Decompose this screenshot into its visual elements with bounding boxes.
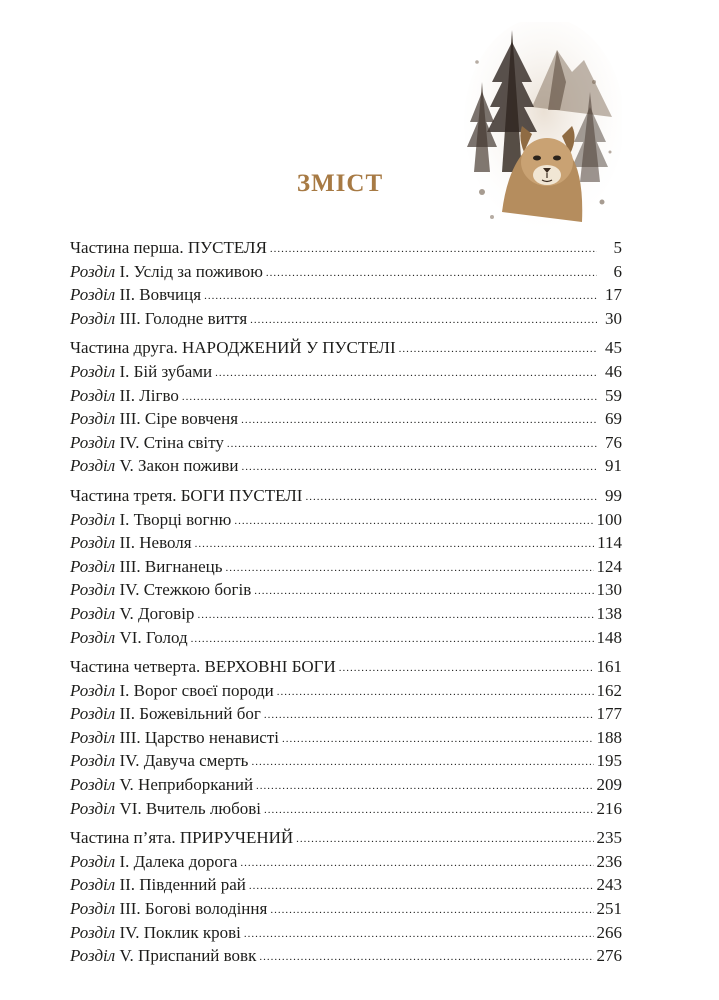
chapter-prefix: Розділ [70, 285, 116, 305]
dot-leader [259, 943, 593, 970]
dot-leader [251, 748, 593, 775]
page-title: ЗМІСТ [296, 170, 384, 197]
toc-entry-label [70, 431, 224, 455]
chapter-prefix: Розділ [70, 798, 116, 818]
toc-chapter-entry[interactable] [70, 307, 622, 331]
dot-leader [197, 601, 593, 628]
toc-entry-label [70, 797, 261, 821]
toc-entry-label [70, 702, 261, 726]
chapter-title: I. Далека дорога [115, 851, 238, 871]
toc-chapter-entry[interactable] [70, 407, 622, 431]
chapter-title: III. Богові володіння [115, 899, 268, 919]
dot-leader [241, 406, 597, 433]
toc-entry-label [70, 679, 274, 703]
chapter-prefix: Розділ [70, 946, 116, 966]
toc-entry-label [70, 626, 188, 650]
toc-part [70, 484, 622, 649]
chapter-prefix: Розділ [70, 627, 116, 647]
chapter-prefix: Розділ [70, 385, 116, 405]
toc-page-number: 138 [596, 603, 622, 623]
toc-entry-label [70, 307, 247, 331]
chapter-prefix: Розділ [70, 704, 116, 724]
toc-entry-label [70, 531, 192, 555]
toc-chapter-entry[interactable] [70, 679, 622, 703]
toc-chapter-entry[interactable] [70, 454, 622, 478]
toc-page-number: 45 [605, 338, 622, 358]
toc-entry-label [70, 484, 302, 508]
toc-entry-label [70, 602, 194, 626]
dot-leader [266, 259, 597, 286]
part-title: Частина четверта. ВЕРХОВНІ БОГИ [70, 657, 336, 677]
part-title: Частина друга. НАРОДЖЕНИЙ У ПУСТЕЛІ [70, 338, 396, 358]
chapter-prefix: Розділ [70, 727, 116, 747]
toc-entry-label [70, 850, 237, 874]
toc-entry-label [70, 873, 246, 897]
toc-part [70, 236, 622, 330]
toc-page-number: 162 [596, 680, 622, 700]
dot-leader [256, 772, 593, 799]
toc-page-number: 251 [596, 899, 622, 919]
part-title: Частина перша. ПУСТЕЛЯ [70, 238, 267, 257]
dot-leader [204, 282, 597, 309]
toc-entry-label [70, 454, 239, 478]
toc-page-number: 99 [605, 485, 622, 505]
chapter-title: II. Божевільний бог [115, 704, 261, 724]
toc-chapter-entry[interactable] [70, 897, 622, 921]
part-title: Частина третя. БОГИ ПУСТЕЛІ [70, 485, 303, 505]
toc-chapter-entry[interactable] [70, 702, 622, 726]
toc-chapter-entry[interactable] [70, 602, 622, 626]
dot-leader [195, 530, 595, 557]
chapter-title: V. Закон поживи [115, 456, 239, 476]
dot-leader [305, 483, 597, 510]
chapter-prefix: Розділ [70, 509, 116, 529]
toc-entry-label [70, 826, 293, 850]
chapter-title: IV. Давуча смерть [115, 751, 249, 771]
dot-leader [399, 335, 597, 362]
part-title: Частина п’ята. ПРИРУЧЕНИЙ [70, 828, 294, 848]
toc-page-number: 209 [596, 775, 622, 795]
chapter-title: I. Бій зубами [115, 361, 213, 381]
toc-chapter-entry[interactable] [70, 508, 622, 532]
toc-entry-label [70, 407, 238, 431]
toc-page-number: 130 [596, 580, 622, 600]
chapter-prefix: Розділ [70, 261, 116, 281]
toc-page-number: 46 [605, 361, 622, 381]
chapter-title: II. Вовчиця [115, 285, 202, 305]
toc-chapter-entry[interactable] [70, 944, 622, 968]
toc-page-number: 216 [596, 798, 622, 818]
chapter-title: II. Лігво [115, 385, 179, 405]
dot-leader [215, 359, 597, 386]
toc-part [70, 655, 622, 820]
dot-leader [264, 796, 594, 823]
toc-entry-label [70, 360, 212, 384]
chapter-prefix: Розділ [70, 580, 116, 600]
dot-leader [227, 430, 597, 457]
toc-entry-label [70, 897, 267, 921]
toc-part [70, 336, 622, 478]
toc-part-entry[interactable] [70, 655, 622, 679]
chapter-title: IV. Стежкою богів [115, 580, 252, 600]
dot-leader [182, 383, 597, 410]
toc-part [70, 826, 622, 968]
chapter-title: VI. Вчитель любові [115, 798, 261, 818]
cougar-in-forest-illustration [462, 22, 622, 232]
toc-page-number: 30 [605, 308, 622, 328]
toc-page-number: 195 [596, 751, 622, 771]
toc-part-entry[interactable] [70, 484, 622, 508]
dot-leader [339, 654, 594, 681]
table-of-contents [70, 236, 622, 974]
chapter-prefix: Розділ [70, 922, 116, 942]
toc-page-number: 100 [596, 509, 622, 529]
toc-page-number: 243 [596, 875, 622, 895]
toc-page-number: 236 [596, 851, 622, 871]
toc-page-number: 69 [605, 409, 622, 429]
dot-leader [234, 507, 593, 534]
dot-leader [249, 872, 594, 899]
chapter-prefix: Розділ [70, 432, 116, 452]
chapter-prefix: Розділ [70, 899, 116, 919]
toc-chapter-entry[interactable] [70, 749, 622, 773]
toc-chapter-entry[interactable] [70, 283, 622, 307]
chapter-title: I. Творці вогню [115, 509, 232, 529]
chapter-title: III. Сіре вовченя [115, 409, 239, 429]
toc-entry-label [70, 508, 231, 532]
chapter-prefix: Розділ [70, 603, 116, 623]
toc-entry-label [70, 384, 179, 408]
toc-page-number: 124 [596, 556, 622, 576]
toc-entry-label [70, 260, 263, 284]
chapter-prefix: Розділ [70, 409, 116, 429]
toc-part-entry[interactable] [70, 336, 622, 360]
chapter-title: IV. Стіна світу [115, 432, 224, 452]
chapter-title: II. Неволя [115, 533, 192, 553]
chapter-prefix: Розділ [70, 680, 116, 700]
dot-leader [254, 577, 593, 604]
chapter-prefix: Розділ [70, 775, 116, 795]
toc-entry-label [70, 773, 253, 797]
toc-entry-label [70, 555, 222, 579]
toc-chapter-entry[interactable] [70, 626, 622, 650]
toc-chapter-entry[interactable] [70, 773, 622, 797]
toc-entry-label [70, 749, 248, 773]
toc-chapter-entry[interactable] [70, 384, 622, 408]
dot-leader [264, 701, 594, 728]
toc-page-number: 148 [596, 627, 622, 647]
toc-entry-label [70, 944, 256, 968]
dot-leader [270, 235, 597, 262]
dot-leader [191, 625, 594, 652]
toc-page-number: 76 [605, 432, 622, 452]
toc-chapter-entry[interactable] [70, 797, 622, 821]
chapter-prefix: Розділ [70, 456, 116, 476]
chapter-prefix: Розділ [70, 851, 116, 871]
toc-part-entry[interactable] [70, 826, 622, 850]
dot-leader [244, 920, 594, 947]
chapter-title: II. Південний рай [115, 875, 246, 895]
toc-entry-label [70, 578, 251, 602]
chapter-prefix: Розділ [70, 875, 116, 895]
toc-entry-label [70, 283, 201, 307]
toc-chapter-entry[interactable] [70, 921, 622, 945]
toc-entry-label [70, 236, 267, 260]
dot-leader [250, 306, 597, 333]
dot-leader [282, 725, 593, 752]
toc-chapter-entry[interactable] [70, 850, 622, 874]
dot-leader [277, 678, 594, 705]
toc-chapter-entry[interactable] [70, 531, 622, 555]
toc-page-number: 114 [597, 533, 622, 553]
chapter-title: V. Приспаний вовк [115, 946, 257, 966]
toc-page-number: 161 [596, 657, 622, 677]
chapter-prefix: Розділ [70, 308, 116, 328]
chapter-title: VI. Голод [115, 627, 188, 647]
toc-page-number: 188 [596, 727, 622, 747]
dot-leader [270, 896, 593, 923]
toc-chapter-entry[interactable] [70, 578, 622, 602]
toc-page-number: 276 [596, 946, 622, 966]
toc-entry-label [70, 726, 279, 750]
toc-page-number: 6 [613, 261, 622, 281]
toc-chapter-entry[interactable] [70, 360, 622, 384]
chapter-title: III. Голодне виття [115, 308, 248, 328]
toc-entry-label [70, 336, 396, 360]
toc-entry-label [70, 921, 241, 945]
dot-leader [296, 825, 593, 852]
toc-page-number: 91 [605, 456, 622, 476]
chapter-prefix: Розділ [70, 751, 116, 771]
chapter-prefix: Розділ [70, 533, 116, 553]
chapter-title: III. Вигнанець [115, 556, 223, 576]
toc-chapter-entry[interactable] [70, 260, 622, 284]
toc-page-number: 177 [596, 704, 622, 724]
toc-entry-label [70, 655, 336, 679]
toc-chapter-entry[interactable] [70, 431, 622, 455]
toc-page-number: 266 [596, 922, 622, 942]
toc-part-entry[interactable] [70, 236, 622, 260]
toc-page-number: 235 [596, 828, 622, 848]
chapter-prefix: Розділ [70, 556, 116, 576]
chapter-prefix: Розділ [70, 361, 116, 381]
dot-leader [225, 554, 593, 581]
chapter-title: V. Договір [115, 603, 195, 623]
toc-chapter-entry[interactable] [70, 726, 622, 750]
chapter-title: III. Царство ненависті [115, 727, 280, 747]
chapter-title: I. Ворог своєї породи [115, 680, 274, 700]
toc-chapter-entry[interactable] [70, 555, 622, 579]
chapter-title: V. Неприборканий [115, 775, 254, 795]
toc-page-number: 59 [605, 385, 622, 405]
dot-leader [240, 849, 593, 876]
chapter-title: I. Услід за поживою [115, 261, 263, 281]
dot-leader [242, 453, 598, 480]
toc-chapter-entry[interactable] [70, 873, 622, 897]
toc-page-number: 17 [605, 285, 622, 305]
toc-page-number: 5 [613, 238, 622, 257]
chapter-title: IV. Поклик крові [115, 922, 241, 942]
